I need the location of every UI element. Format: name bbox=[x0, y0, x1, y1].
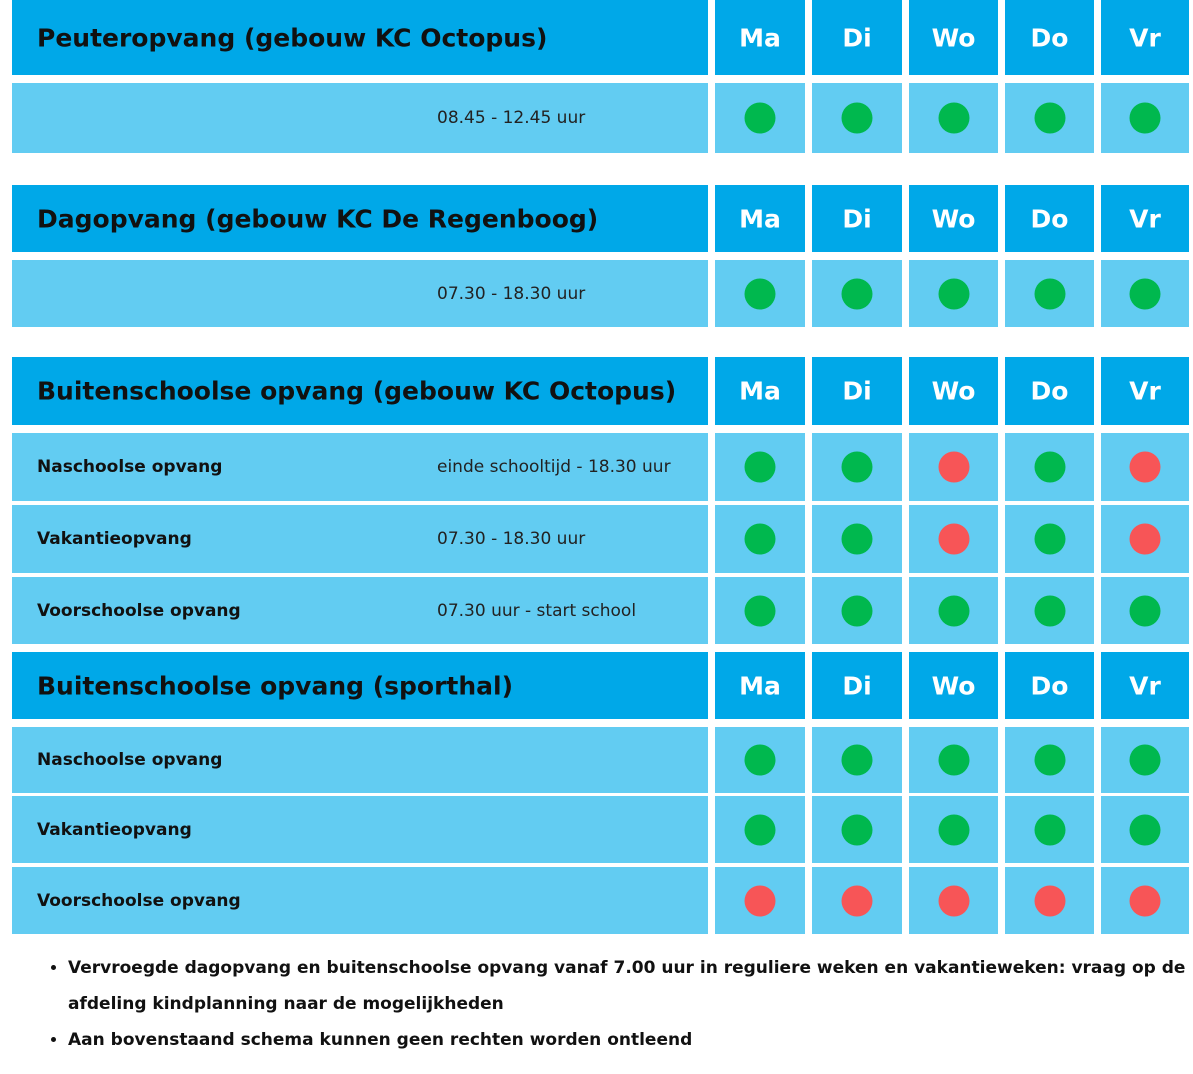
note-item: • Aan bovenstaand schema kunnen geen rechten worden ontleend bbox=[68, 1022, 1193, 1058]
status-dot-vr bbox=[1130, 524, 1161, 555]
schedule-row bbox=[12, 433, 1189, 501]
status-dot-vr bbox=[1130, 745, 1161, 776]
row-label: Voorschoolse opvang bbox=[37, 890, 241, 911]
status-dot-do bbox=[1034, 524, 1065, 555]
status-dot-di bbox=[842, 814, 873, 845]
day-header-wo: Wo bbox=[931, 376, 976, 406]
status-dot-do bbox=[1034, 103, 1065, 134]
row-time: 07.30 uur - start school bbox=[437, 600, 637, 621]
row-label: Vakantieopvang bbox=[37, 819, 192, 840]
section-title: Dagopvang (gebouw KC De Regenboog) bbox=[37, 204, 599, 233]
day-header-di: Di bbox=[842, 23, 872, 52]
status-dot-di bbox=[842, 885, 873, 916]
status-dot-wo bbox=[938, 885, 969, 916]
section-header bbox=[12, 0, 1189, 75]
section-header bbox=[12, 652, 1189, 719]
status-dot-wo bbox=[938, 745, 969, 776]
schedule-row bbox=[12, 796, 1189, 863]
day-header-di: Di bbox=[842, 376, 872, 406]
status-dot-wo bbox=[938, 103, 969, 134]
status-dot-di bbox=[842, 278, 873, 309]
status-dot-vr bbox=[1130, 103, 1161, 134]
status-dot-ma bbox=[745, 103, 776, 134]
day-header-do: Do bbox=[1030, 671, 1069, 700]
day-header-vr: Vr bbox=[1129, 204, 1161, 233]
schedule-row bbox=[12, 83, 1189, 153]
status-dot-do bbox=[1034, 595, 1065, 626]
status-dot-wo bbox=[938, 524, 969, 555]
section-title: Peuteropvang (gebouw KC Octopus) bbox=[37, 23, 548, 52]
status-dot-vr bbox=[1130, 278, 1161, 309]
status-dot-di bbox=[842, 595, 873, 626]
section-header bbox=[12, 185, 1189, 252]
schedule-bso-octopus bbox=[12, 357, 1189, 644]
day-header-di: Di bbox=[842, 204, 872, 233]
status-dot-vr bbox=[1130, 452, 1161, 483]
status-dot-ma bbox=[745, 452, 776, 483]
status-dot-ma bbox=[745, 814, 776, 845]
schedule-peuteropvang bbox=[12, 0, 1189, 153]
row-label: Vakantieopvang bbox=[37, 529, 192, 549]
status-dot-ma bbox=[745, 745, 776, 776]
day-header-ma: Ma bbox=[739, 23, 781, 52]
status-dot-ma bbox=[745, 278, 776, 309]
status-dot-wo bbox=[938, 278, 969, 309]
schedule-row bbox=[12, 727, 1189, 793]
day-header-vr: Vr bbox=[1129, 376, 1161, 406]
row-time: 08.45 - 12.45 uur bbox=[437, 108, 586, 128]
day-header-vr: Vr bbox=[1129, 671, 1161, 700]
status-dot-do bbox=[1034, 452, 1065, 483]
note-item: • Vervroegde dagopvang en buitenschoolse opvang vanaf 7.00 uur in reguliere weken en vakantieweken: vraag op de afdeling kindplanning naar de mogelijkheden bbox=[68, 950, 1193, 1022]
status-dot-ma bbox=[745, 524, 776, 555]
status-dot-wo bbox=[938, 595, 969, 626]
status-dot-di bbox=[842, 103, 873, 134]
schedule-bso-sporthal bbox=[12, 652, 1189, 934]
row-label: Naschoolse opvang bbox=[37, 457, 223, 477]
status-dot-vr bbox=[1130, 595, 1161, 626]
day-header-ma: Ma bbox=[739, 671, 781, 700]
schedule-dagopvang bbox=[12, 185, 1189, 327]
status-dot-ma bbox=[745, 885, 776, 916]
status-dot-do bbox=[1034, 885, 1065, 916]
status-dot-vr bbox=[1130, 814, 1161, 845]
status-dot-ma bbox=[745, 595, 776, 626]
day-header-wo: Wo bbox=[931, 204, 976, 233]
day-header-ma: Ma bbox=[739, 204, 781, 233]
day-header-di: Di bbox=[842, 671, 872, 700]
section-header bbox=[12, 357, 1189, 425]
status-dot-do bbox=[1034, 278, 1065, 309]
row-time: 07.30 - 18.30 uur bbox=[437, 283, 586, 304]
status-dot-vr bbox=[1130, 885, 1161, 916]
row-time: 07.30 - 18.30 uur bbox=[437, 529, 586, 549]
status-dot-di bbox=[842, 524, 873, 555]
day-header-do: Do bbox=[1030, 23, 1069, 52]
day-header-ma: Ma bbox=[739, 376, 781, 406]
schedule-row bbox=[12, 260, 1189, 327]
row-time: einde schooltijd - 18.30 uur bbox=[437, 457, 671, 477]
status-dot-di bbox=[842, 745, 873, 776]
status-dot-do bbox=[1034, 745, 1065, 776]
schedule-row bbox=[12, 577, 1189, 644]
day-header-wo: Wo bbox=[931, 671, 976, 700]
notes-list bbox=[40, 950, 1193, 1058]
section-title: Buitenschoolse opvang (sporthal) bbox=[37, 671, 514, 700]
status-dot-wo bbox=[938, 814, 969, 845]
schedule-row bbox=[12, 867, 1189, 934]
status-dot-wo bbox=[938, 452, 969, 483]
day-header-do: Do bbox=[1030, 376, 1069, 406]
row-label: Naschoolse opvang bbox=[37, 750, 223, 770]
day-header-vr: Vr bbox=[1129, 23, 1161, 52]
day-header-wo: Wo bbox=[931, 23, 976, 52]
day-header-do: Do bbox=[1030, 204, 1069, 233]
status-dot-do bbox=[1034, 814, 1065, 845]
section-title: Buitenschoolse opvang (gebouw KC Octopus) bbox=[37, 376, 677, 406]
row-label: Voorschoolse opvang bbox=[37, 600, 241, 621]
schedule-row bbox=[12, 505, 1189, 573]
status-dot-di bbox=[842, 452, 873, 483]
